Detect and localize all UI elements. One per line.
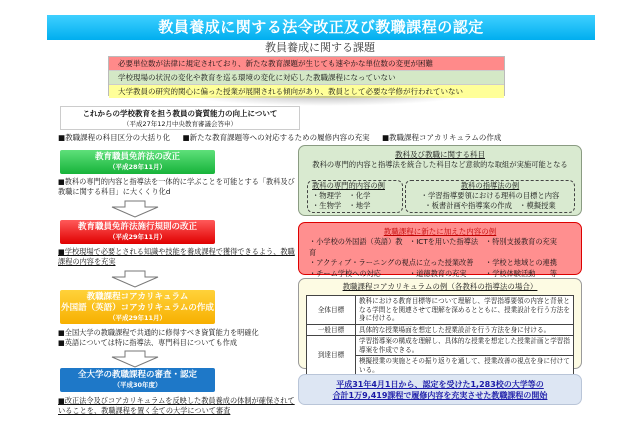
table-row: 一般目標 具体的な授業場面を想定した授業設計を行う方法を身に付ける。	[307, 324, 574, 336]
table-row: 全体目標 教科における教育目標等について理解し、学習指導要領の内容と背景となる学問とを関連させて理解を深めるとともに、授業設計を行う方法を身に付ける。	[307, 296, 574, 325]
stage-note: ■学校現場で必要とされる知識や技能を養成課程で獲得できるよう、教職課程の内容を充実	[58, 247, 295, 266]
stage-core-curriculum: 教職課程コアカリキュラム 外国語（英語）コアカリキュラムの作成 （平成29年11月）	[61, 292, 214, 322]
reform-point: ■教職課程の科目区分の大括り化	[58, 133, 171, 142]
page-title: 教員養成に関する法令改正及び教職課程の認定	[47, 15, 595, 40]
stage-note: ■教科の専門的内容と指導法を一体的に学ぶことを可能とする「教科及び教職に関する科目」に大くくり化d	[58, 177, 295, 196]
table-row: 到達目標 学習指導案の構成を理解し、具体的な授業を想定した授業計画と学習指導案を作成できる。	[307, 336, 574, 356]
stage-note: ■英語については特に指導法、専門科目についても作成	[58, 338, 238, 347]
issues-list	[108, 56, 505, 96]
issue-item: 学校現場の状況の変化や教育を巡る環境の変化に対応した教職課程になっていない	[109, 71, 504, 85]
panel-title: 教職課程に新たに加えた内容の例	[383, 227, 497, 236]
stage-course-certification: 全大学の教職課程の審査・認定 （平成30年度）	[60, 368, 215, 392]
down-arrow-icon	[110, 270, 160, 288]
panel-title: 教科及び教職に関する科目	[395, 150, 485, 159]
panel-title: 教職課程コアカリキュラムの例（各教科の指導法の場合）	[342, 282, 538, 291]
method-examples-box: 教科の指導法の例 ・学習指導要領における理科の目標と内容 ・板書計画や指導案の作成 ・模擬授業	[405, 180, 575, 213]
stage-note: ■改正法令及びコアカリキュラムを反映した教員養成の体制が確保されていることを、教職課程を置く全ての大学について審査	[58, 396, 295, 415]
panel-text: 教科の専門的内容と指導法を統合した科目など意欲的な取組が実施可能となる	[312, 160, 568, 169]
subjects-panel	[298, 145, 582, 216]
issues-heading: 教員養成に関する課題	[265, 41, 375, 54]
down-arrow-icon	[110, 350, 160, 368]
reform-points	[58, 132, 618, 143]
issue-item: 必要単位数が法律に規定されており、新たな教育課題が生じても速やかな単位数の変更が困難	[109, 57, 504, 71]
stage-license-law-revision: 教育職員免許法の改正 （平成28年11月）	[60, 150, 215, 174]
report-source: （平成27年12月中央教育審議会答申）	[122, 120, 238, 128]
result-line: 平成31年4月1日から、認定を受けた1,283校の大学等の	[336, 380, 544, 389]
stage-enforcement-rule-revision: 教育職員免許法施行規則の改正 （平成29年11月）	[60, 220, 215, 244]
core-curriculum-panel	[298, 278, 582, 374]
report-title: これからの学校教育を担う教員の資質能力の向上について	[82, 109, 278, 118]
curriculum-table	[306, 295, 574, 376]
decorative-shadow	[190, 96, 460, 106]
result-panel	[298, 374, 582, 405]
table-row: 模擬授業の実施とその振り返りを通して、授業改善の視点を身に付けている。	[307, 356, 574, 376]
stage-note: ■全国大学の教職課程で共通的に修得すべき資質能力を明確化	[58, 328, 259, 337]
reform-point: ■新たな教育課題等への対応するための履修内容の充実	[182, 133, 370, 142]
result-line: 合計1万9,419課程で履修内容を充実させた教職課程の開始	[332, 391, 548, 400]
down-arrow-icon	[110, 200, 160, 218]
content-examples-box: 教科の専門的内容の例 ・物理学 ・化学 ・生物学 ・地学	[307, 180, 403, 213]
new-content-panel: 教職課程に新たに加えた内容の例 ・小学校の外国語（英語）教育 ・ICTを用いた指導法 ・特別支援教育の充実 ・アクティブ・ラーニングの視点に立った授業改善 ・学校と地域との連携 ・チーム学校への対応 ・道徳教育の充実 ・学校体験活動 等	[298, 222, 582, 275]
council-report-box	[60, 106, 300, 130]
issue-item: 大学教員の研究的関心に偏った授業が展開される傾向があり、教員として必要な学修が行われていない	[109, 85, 504, 98]
reform-point: ■教職課程コアカリキュラムの作成	[381, 133, 502, 142]
